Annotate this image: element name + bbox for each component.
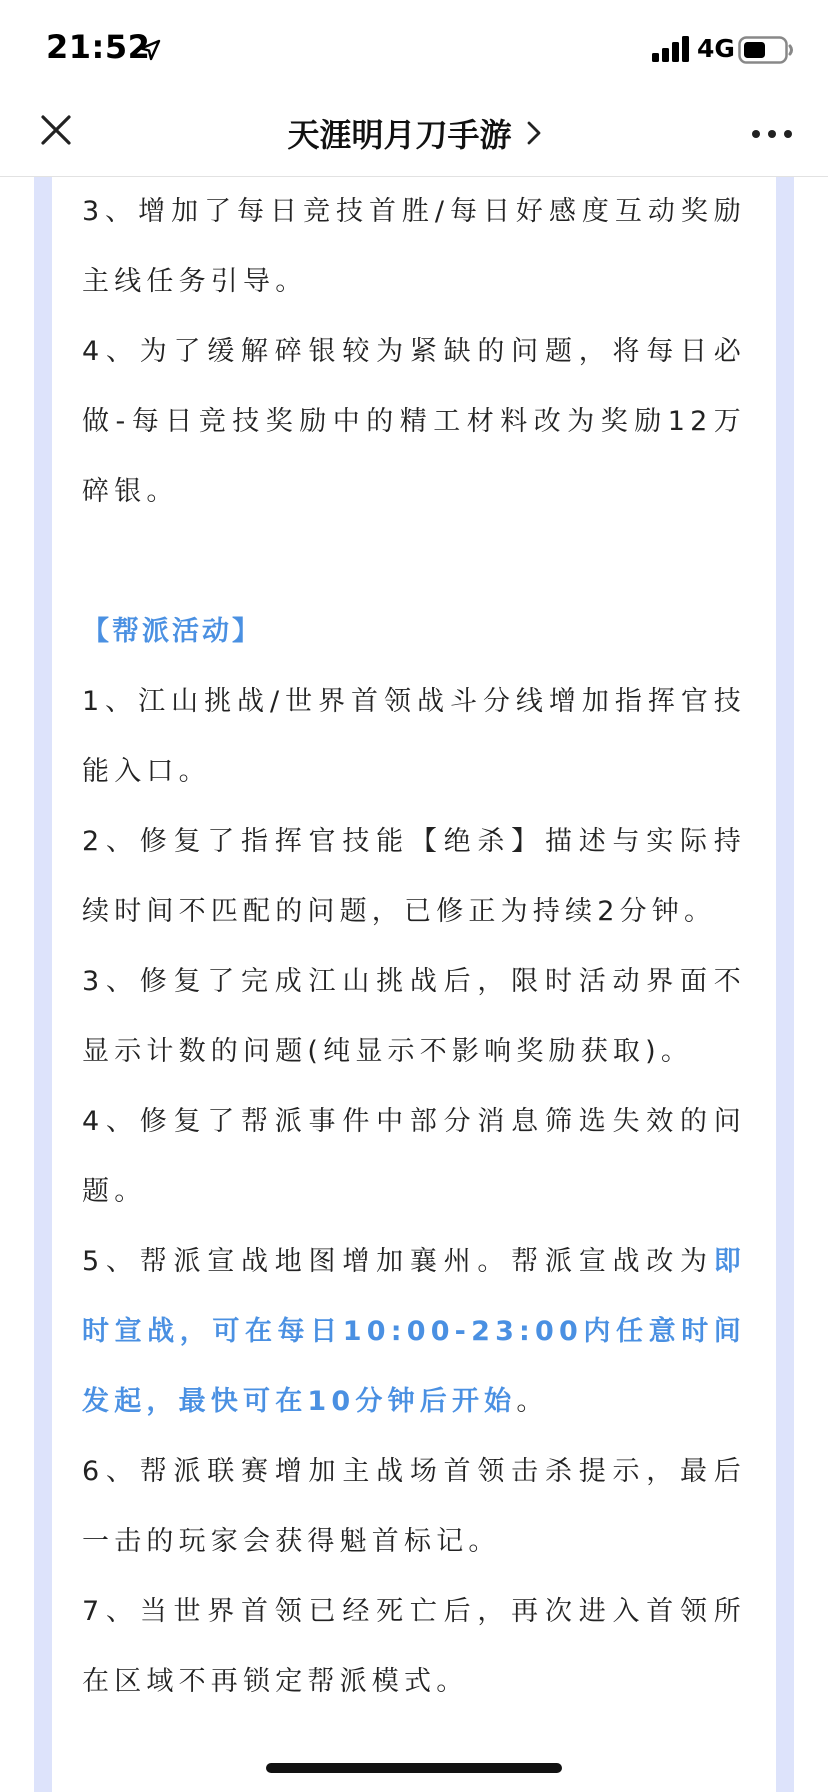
list-item: 6、帮派联赛增加主战场首领击杀提示，最后一击的玩家会获得魁首标记。 [82,1456,746,1557]
chevron-right-icon [527,121,541,145]
more-dots-icon[interactable] [748,114,796,154]
highlighted-text: 即时宣战，可在每日10:00-23:00内任意时间发起，最快可在10分钟后开始 [82,1246,746,1417]
nav-title-button[interactable] [0,110,828,156]
list-item: 2、修复了指挥官技能【绝杀】描述与实际持续时间不匹配的问题，已修正为持续2分钟。 [82,826,746,927]
side-band-right [776,177,794,1792]
status-time: 21:52 [46,28,151,66]
list-item-text: 。 [516,1386,549,1417]
list-item: 3、增加了每日竞技首胜/每日好感度互动奖励主线任务引导。 [82,196,746,297]
list-item: 1、江山挑战/世界首领战斗分线增加指挥官技能入口。 [82,686,746,787]
page-title: 天涯明月刀手游 [287,116,512,154]
list-item-text: 5、帮派宣战地图增加襄州。帮派宣战改为 [82,1246,714,1277]
list-item: 7、当世界首领已经死亡后，再次进入首领所在区域不再锁定帮派模式。 [82,1596,746,1697]
list-item: 4、为了缓解碎银较为紧缺的问题，将每日必做-每日竞技奖励中的精工材料改为奖励12万碎银。 [82,336,746,507]
nav-bar [0,92,828,177]
signal-bars-icon [652,36,692,62]
battery-icon [738,36,794,64]
status-bar [0,0,828,92]
list-item: 4、修复了帮派事件中部分消息筛选失效的问题。 [82,1106,746,1207]
side-band-left [34,177,52,1792]
article-body [82,177,746,1717]
list-item [82,1227,746,1437]
spacer [82,527,746,597]
section-heading: 【帮派活动】 [82,616,262,647]
list-item: 3、修复了完成江山挑战后，限时活动界面不显示计数的问题(纯显示不影响奖励获取)。 [82,966,746,1067]
home-indicator[interactable] [266,1763,562,1773]
location-arrow-icon [138,38,162,62]
network-label: 4G [697,34,735,63]
article-scroll-area[interactable] [0,177,828,1792]
